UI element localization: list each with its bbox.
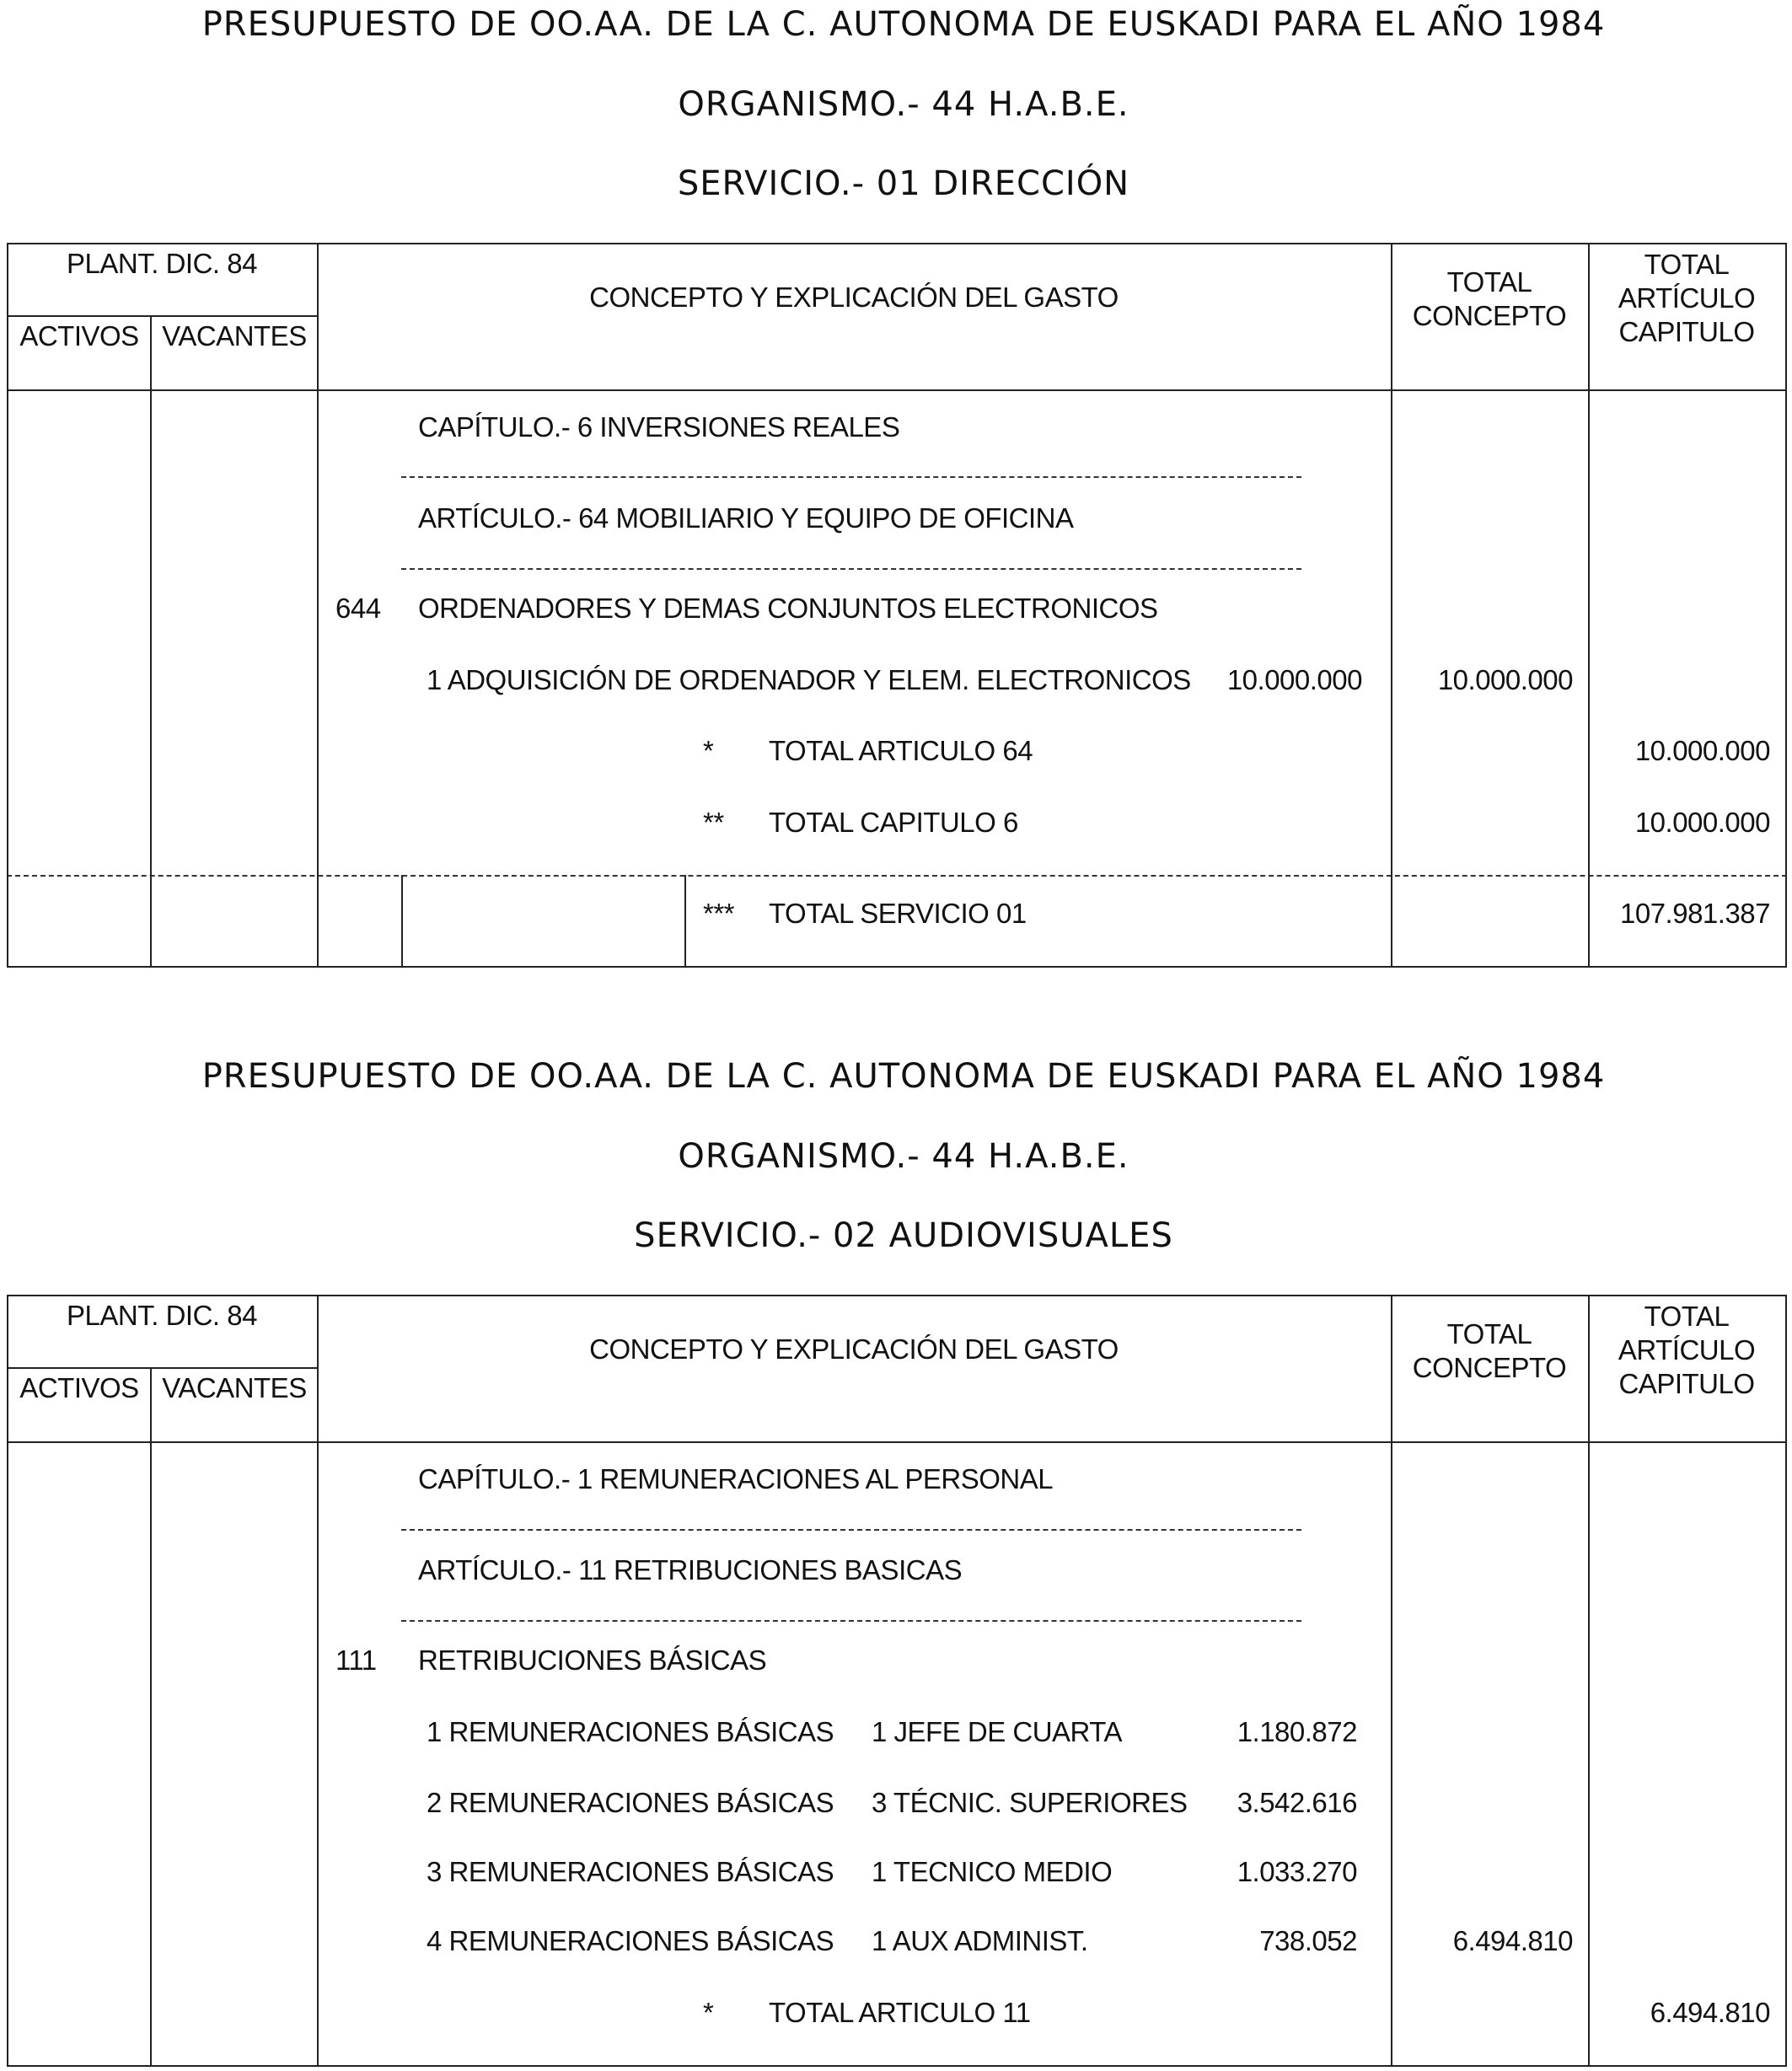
total-articulo-header: TOTAL ARTÍCULO CAPITULO [1618, 1301, 1756, 1399]
row-staff: 1 JEFE DE CUARTA [872, 1716, 1123, 1747]
concept-code: 644 [335, 593, 381, 624]
total-mark: ** [703, 807, 724, 838]
plant-header: PLANT. DIC. 84 [67, 248, 257, 279]
capitulo-heading: CAPÍTULO.- 6 INVERSIONES REALES [418, 411, 900, 443]
line-item-amount: 10.000.000 [1226, 664, 1362, 695]
total-mark: * [703, 1997, 714, 2028]
concept-code: 111 [335, 1644, 377, 1676]
total-value: 10.000.000 [1634, 735, 1770, 766]
articulo-heading: ARTÍCULO.- 64 MOBILIARIO Y EQUIPO DE OFICINA [418, 502, 1074, 534]
total-concepto-value: 10.000.000 [1437, 664, 1573, 695]
organismo-heading: ORGANISMO.- 44 H.A.B.E. [678, 85, 1129, 124]
total-concepto-value: 6.494.810 [1452, 1925, 1573, 1956]
total-mark: *** [703, 898, 735, 929]
vacantes-header: VACANTES [162, 1372, 307, 1403]
total-label: TOTAL CAPITULO 6 [769, 807, 1018, 838]
row-desc: 1 REMUNERACIONES BÁSICAS [427, 1716, 834, 1747]
activos-header: ACTIVOS [19, 320, 139, 351]
row-desc: 2 REMUNERACIONES BÁSICAS [427, 1787, 834, 1818]
row-amount: 1.033.270 [1237, 1856, 1357, 1887]
document-title: PRESUPUESTO DE OO.AA. DE LA C. AUTONOMA DE EUSKADI PARA EL AÑO 1984 [201, 1057, 1606, 1096]
articulo-heading: ARTÍCULO.- 11 RETRIBUCIONES BASICAS [418, 1554, 963, 1585]
document-title: PRESUPUESTO DE OO.AA. DE LA C. AUTONOMA DE EUSKADI PARA EL AÑO 1984 [201, 5, 1606, 44]
plant-header: PLANT. DIC. 84 [67, 1300, 257, 1331]
organismo-heading: ORGANISMO.- 44 H.A.B.E. [678, 1137, 1129, 1176]
row-staff: 1 TECNICO MEDIO [872, 1856, 1113, 1887]
total-label: TOTAL SERVICIO 01 [769, 898, 1027, 929]
total-concepto-header: TOTAL CONCEPTO [1412, 1318, 1567, 1383]
vacantes-header: VACANTES [162, 320, 307, 351]
concepto-header: CONCEPTO Y EXPLICACIÓN DEL GASTO [589, 1333, 1119, 1365]
capitulo-heading: CAPÍTULO.- 1 REMUNERACIONES AL PERSONAL [418, 1463, 1054, 1494]
concepto-header: CONCEPTO Y EXPLICACIÓN DEL GASTO [589, 282, 1119, 313]
total-value: 107.981.387 [1619, 898, 1770, 929]
row-desc: 3 REMUNERACIONES BÁSICAS [427, 1856, 834, 1887]
total-articulo-header: TOTAL ARTÍCULO CAPITULO [1618, 249, 1756, 347]
total-label: TOTAL ARTICULO 64 [769, 735, 1033, 766]
concept-name: RETRIBUCIONES BÁSICAS [418, 1644, 767, 1676]
servicio-heading: SERVICIO.- 01 DIRECCIÓN [677, 164, 1130, 203]
total-concepto-header: TOTAL CONCEPTO [1412, 266, 1567, 331]
row-staff: 1 AUX ADMINIST. [872, 1925, 1088, 1956]
row-desc: 4 REMUNERACIONES BÁSICAS [427, 1925, 834, 1956]
total-mark: * [703, 735, 714, 766]
activos-header: ACTIVOS [19, 1372, 139, 1403]
row-amount: 1.180.872 [1237, 1716, 1357, 1747]
total-value: 10.000.000 [1634, 807, 1770, 838]
total-value: 6.494.810 [1650, 1997, 1770, 2028]
servicio-heading: SERVICIO.- 02 AUDIOVISUALES [634, 1216, 1173, 1255]
row-staff: 3 TÉCNIC. SUPERIORES [872, 1787, 1188, 1818]
row-amount: 3.542.616 [1237, 1787, 1357, 1818]
line-item-desc: 1 ADQUISICIÓN DE ORDENADOR Y ELEM. ELECTRONICOS [427, 664, 1191, 695]
total-label: TOTAL ARTICULO 11 [769, 1997, 1031, 2028]
concept-name: ORDENADORES Y DEMAS CONJUNTOS ELECTRONICOS [418, 593, 1158, 624]
row-amount: 738.052 [1259, 1925, 1357, 1956]
